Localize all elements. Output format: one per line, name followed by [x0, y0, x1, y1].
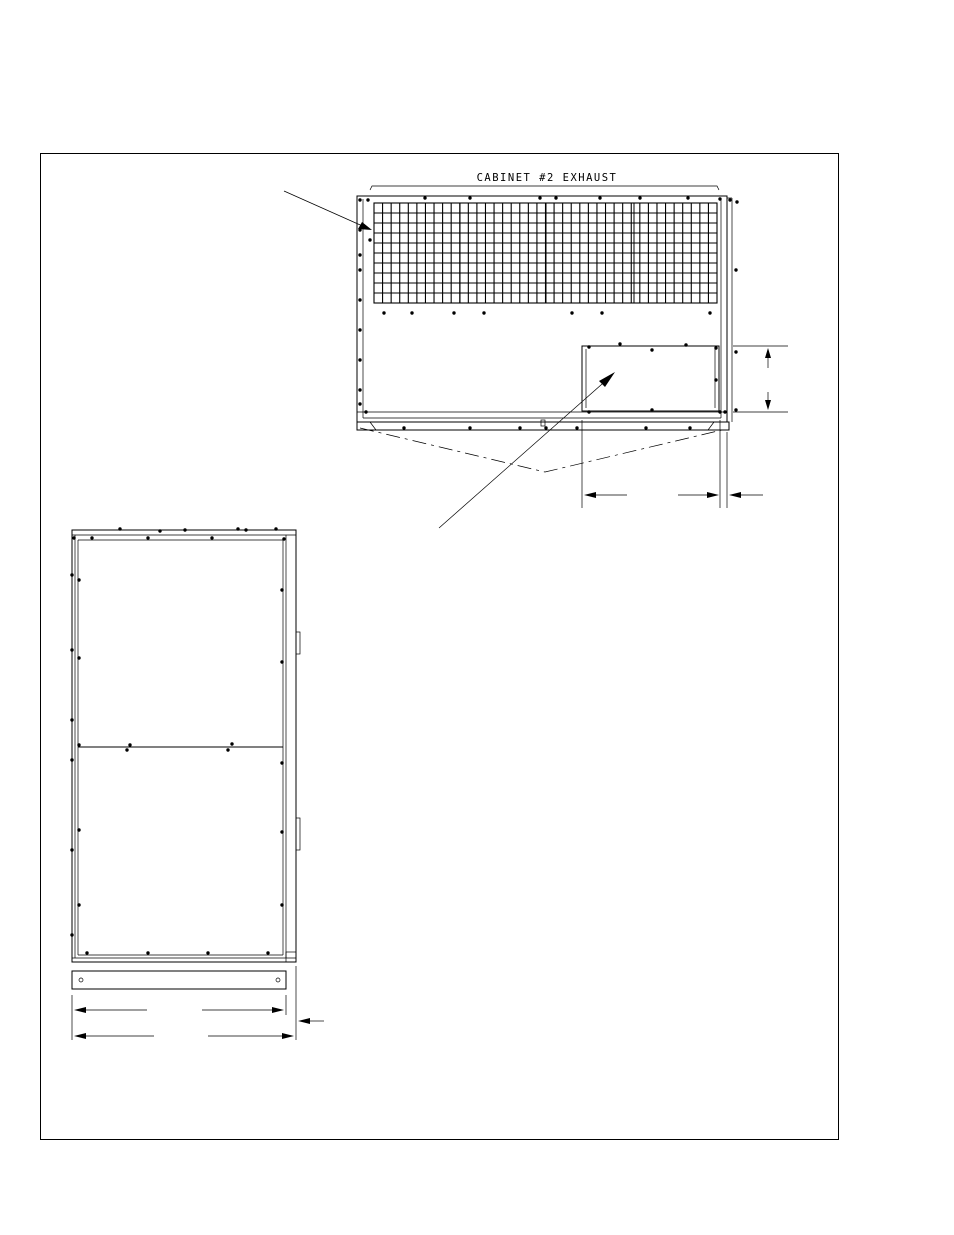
front-view-fasteners [70, 527, 285, 954]
panel-width-dimension [582, 420, 763, 508]
front-outline [72, 530, 296, 962]
projection-lines [360, 428, 722, 472]
exhaust-grille-lines [374, 203, 717, 303]
top-view-fasteners [358, 196, 738, 429]
cabinet-outline [357, 196, 727, 422]
title-brace [370, 186, 719, 190]
access-panel [582, 346, 719, 411]
grille-leader-arrow [284, 191, 372, 230]
exhaust-title: CABINET #2 EXHAUST [476, 172, 618, 184]
panel-leader-arrow [439, 372, 615, 528]
cabinet-front-view [70, 527, 324, 1040]
panel-height-dimension [733, 346, 788, 412]
drawing-frame [41, 154, 839, 1140]
front-plinth [72, 971, 286, 989]
cabinet-top-view [284, 172, 788, 528]
